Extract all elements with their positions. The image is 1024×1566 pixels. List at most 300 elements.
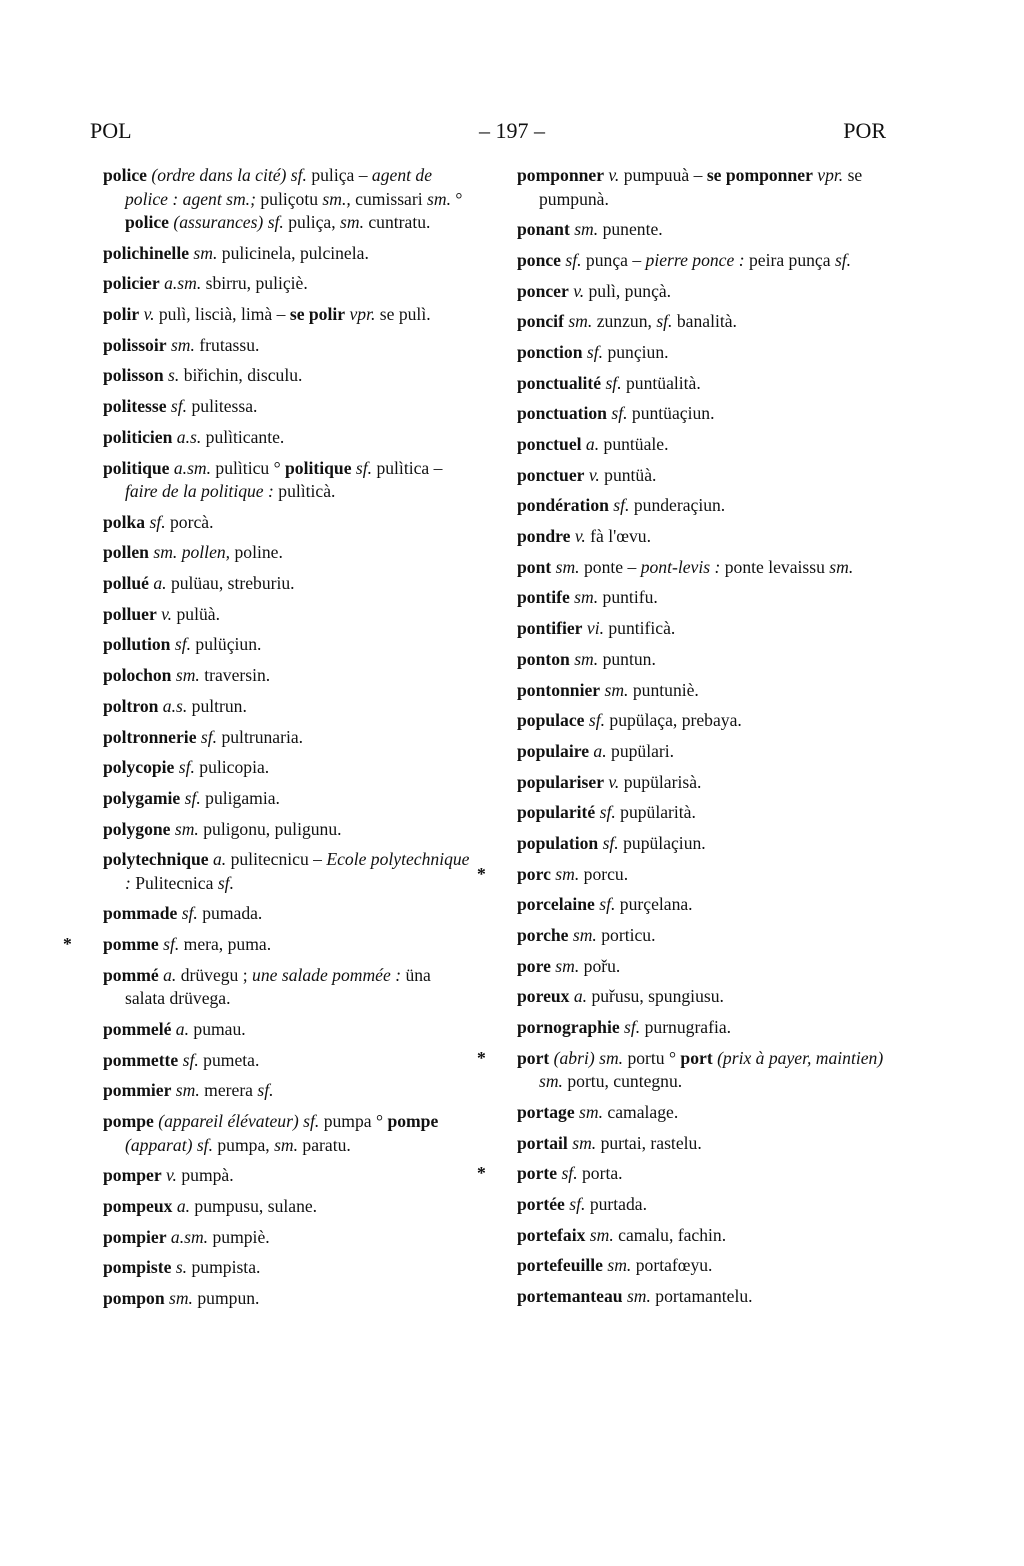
headword: ponctualité — [517, 372, 602, 393]
translation: ponte – — [579, 556, 641, 577]
translation: fà l'œvu. — [585, 526, 651, 547]
translation: purçelana. — [615, 894, 693, 915]
dictionary-entry — [517, 464, 892, 488]
grammar-note: vi. — [582, 618, 604, 639]
dictionary-entry — [103, 457, 475, 504]
dictionary-entry — [517, 955, 892, 979]
dictionary-entry — [103, 1164, 475, 1188]
translation: portu, cuntegnu. — [562, 1071, 683, 1092]
headword: porche — [517, 925, 569, 945]
grammar-note: agent de police : agent sm.; — [125, 165, 433, 209]
dictionary-entry — [517, 1101, 892, 1125]
grammar-note: sm. pollen, — [148, 542, 231, 563]
grammar-note: sf. — [166, 396, 188, 417]
translation: puntificà. — [603, 618, 676, 639]
headword: pondération — [517, 495, 609, 516]
translation: pulìticà. — [273, 481, 336, 501]
dictionary-entry — [103, 303, 475, 327]
headword: porte — [517, 1163, 558, 1184]
grammar-note: sf. — [180, 787, 201, 808]
translation: porticu. — [596, 925, 656, 945]
dictionary-entry — [103, 572, 475, 596]
headword: pompe — [387, 1111, 439, 1132]
translation: porta. — [577, 1163, 623, 1184]
headword: poncif — [517, 311, 564, 332]
headword: politique — [285, 457, 352, 478]
grammar-note: sf. — [564, 1194, 586, 1214]
grammar-note: v. — [570, 526, 586, 547]
headword: porc — [517, 863, 551, 884]
grammar-note: sm. — [171, 1080, 200, 1101]
grammar-note: a. — [172, 1195, 191, 1216]
dictionary-entry — [517, 249, 892, 273]
running-head-left: POL — [90, 118, 132, 143]
headword: pont — [517, 556, 552, 577]
translation: pumpista. — [187, 1257, 261, 1278]
translation: peira punça — [744, 249, 835, 270]
translation: pulìtica – — [372, 457, 443, 478]
translation: üna salata drüvega. — [125, 964, 431, 1009]
dictionary-entry — [517, 280, 892, 304]
grammar-note: v. — [139, 304, 155, 325]
grammar-note: sf. — [656, 311, 673, 332]
translation: Pulitecnica — [130, 872, 218, 893]
headword: poltronnerie — [103, 726, 197, 747]
translation: pulìticu ° — [211, 457, 286, 478]
translation: puligonu, puligunu. — [198, 818, 342, 839]
translation: puliça – — [306, 165, 372, 185]
grammar-note: pont-levis : — [640, 556, 721, 577]
headword: pommier — [103, 1080, 172, 1101]
grammar-note: sf. — [834, 249, 852, 270]
translation: puligamia. — [200, 787, 280, 808]
translation: puliça, — [283, 212, 341, 232]
grammar-note: a. — [171, 1019, 189, 1039]
dictionary-entry — [477, 1162, 892, 1186]
translation: puliçotu — [255, 188, 323, 209]
translation: purnugrafia. — [640, 1017, 732, 1038]
grammar-note: sm. — [171, 665, 200, 686]
headword: pompe — [103, 1111, 154, 1132]
translation: puntun. — [598, 648, 656, 669]
dictionary-entry — [477, 863, 892, 887]
grammar-note: vpr. — [345, 304, 376, 325]
translation: punderaçiun. — [629, 495, 726, 516]
grammar-note: a.s. — [158, 695, 188, 716]
dictionary-entry — [517, 433, 892, 457]
translation: puntüalità. — [621, 372, 701, 393]
headword: polygone — [103, 818, 171, 839]
headword: populace — [517, 710, 585, 731]
headword: ponce — [517, 249, 561, 270]
dictionary-entry — [63, 933, 475, 957]
grammar-note: v. — [604, 771, 620, 792]
grammar-note: a. — [569, 986, 588, 1007]
translation: puntifu. — [598, 587, 658, 608]
translation: pulicopia. — [194, 757, 270, 778]
dictionary-entry — [103, 272, 475, 296]
headword: polochon — [103, 665, 172, 686]
dictionary-entry — [517, 985, 892, 1009]
headword: ponction — [517, 341, 583, 362]
translation: pulüau, streburiu. — [166, 573, 295, 594]
translation: pulitessa. — [187, 396, 258, 417]
headword: pondre — [517, 526, 571, 547]
grammar-note: sf. — [601, 372, 622, 393]
dictionary-entry — [103, 695, 475, 719]
grammar-note: sf. — [584, 710, 606, 731]
grammar-note: v. — [156, 603, 173, 624]
dictionary-entry — [517, 525, 892, 549]
headword: populariser — [517, 771, 604, 792]
translation: pupülaçiun. — [618, 832, 706, 853]
translation: pořu. — [579, 955, 621, 976]
translation: se pumpunà. — [539, 165, 863, 209]
translation: punçiun. — [603, 341, 669, 362]
dictionary-entry — [103, 364, 475, 388]
headword: port — [680, 1047, 713, 1068]
grammar-note: sm. — [602, 1255, 632, 1276]
translation: puntüà. — [599, 464, 657, 485]
translation: punça – — [581, 249, 646, 270]
headword: se pomponner — [706, 165, 813, 185]
translation: puntuniè. — [628, 679, 699, 700]
translation: pumpuuà – — [619, 165, 707, 185]
translation: mera, puma. — [179, 934, 272, 955]
grammar-note: sf. — [594, 894, 616, 915]
dictionary-entry — [517, 218, 892, 242]
dictionary-entry — [517, 709, 892, 733]
grammar-note: sm. — [600, 679, 629, 700]
grammar-note: sm. — [585, 1224, 614, 1245]
translation: banalità. — [672, 311, 737, 332]
headword: ponctuer — [517, 464, 585, 485]
translation: portu ° — [623, 1047, 681, 1068]
grammar-note: (assurances) sf. — [168, 212, 284, 232]
headword: ponton — [517, 648, 570, 669]
grammar-note: sf. — [257, 1080, 274, 1101]
translation: pulüà. — [172, 603, 220, 624]
left-column — [63, 164, 475, 1318]
grammar-note: sf. — [560, 249, 582, 270]
dictionary-entry — [517, 310, 892, 334]
headword: pomper — [103, 1165, 162, 1186]
headword: pompier — [103, 1226, 167, 1247]
headword: politesse — [103, 396, 167, 417]
translation: paratu. — [298, 1134, 351, 1155]
dictionary-entry — [103, 726, 475, 750]
headword: polygamie — [103, 787, 181, 808]
dictionary-entry — [517, 1285, 892, 1309]
headword: polluer — [103, 603, 157, 624]
grammar-note: faire de la politique : — [125, 481, 274, 501]
dictionary-entry — [103, 1226, 475, 1250]
grammar-note: sf. — [178, 1049, 199, 1070]
grammar-note: sf. — [608, 495, 630, 516]
translation: drüvegu ; — [176, 964, 253, 985]
grammar-note: sf. — [582, 341, 604, 362]
translation: puntüale. — [599, 434, 669, 454]
translation: pumada. — [197, 903, 263, 924]
grammar-note: sf. — [619, 1017, 641, 1038]
headword: portée — [517, 1194, 565, 1214]
headword: pommé — [103, 964, 159, 985]
headword: poltron — [103, 695, 159, 716]
translation: pulì, punçà. — [584, 280, 672, 301]
dictionary-entry — [517, 648, 892, 672]
grammar-note: (prix à payer, maintien) sm. — [539, 1047, 884, 1092]
grammar-note: sm., — [322, 188, 351, 209]
dictionary-entry — [103, 848, 475, 895]
headword: pore — [517, 955, 551, 976]
grammar-note: sf. — [177, 903, 198, 924]
headword: pommade — [103, 903, 178, 924]
headword: pompeux — [103, 1195, 173, 1216]
dictionary-entry — [103, 1049, 475, 1073]
translation: poline. — [230, 542, 283, 563]
grammar-note: v. — [604, 165, 620, 185]
dictionary-entry — [103, 633, 475, 657]
dictionary-entry — [477, 1047, 892, 1094]
star-marker-icon: * — [477, 1163, 486, 1184]
grammar-note: sm. — [166, 334, 195, 355]
headword: ponctuation — [517, 403, 607, 424]
headword: ponctuel — [517, 434, 582, 454]
translation: pultrun. — [187, 695, 247, 716]
headword: pomme — [103, 934, 159, 955]
translation: pumpà. — [176, 1165, 234, 1186]
translation: pupülarisà. — [619, 771, 702, 792]
grammar-note: sf. — [606, 403, 628, 424]
translation: pulitecnicu – — [226, 849, 327, 870]
grammar-note: sm. — [622, 1286, 651, 1307]
grammar-note: sf. — [196, 726, 218, 747]
grammar-note: sm. — [569, 587, 599, 608]
dictionary-entry — [517, 402, 892, 426]
grammar-note: a.s. — [172, 426, 202, 447]
star-marker-icon: * — [63, 934, 72, 955]
headword: pollution — [103, 634, 171, 655]
grammar-note: s. — [163, 365, 180, 386]
dictionary-entry — [103, 787, 475, 811]
dictionary-entry — [517, 494, 892, 518]
translation: cumissari — [350, 188, 428, 209]
headword: portefeuille — [517, 1255, 603, 1276]
translation: portafœyu. — [631, 1255, 713, 1276]
grammar-note: vpr. — [812, 165, 844, 185]
grammar-note: sm. — [574, 1101, 604, 1122]
dictionary-entry — [103, 164, 475, 235]
headword: polytechnique — [103, 849, 209, 870]
dictionary-entry — [517, 1224, 892, 1248]
headword: pompon — [103, 1288, 165, 1308]
grammar-note: une salade pommée : — [252, 964, 402, 985]
translation: pumpun. — [192, 1288, 260, 1308]
grammar-note: sf. — [174, 757, 195, 778]
translation: frutassu. — [194, 334, 260, 355]
dictionary-entry — [517, 617, 892, 641]
dictionary-entry — [103, 541, 475, 565]
grammar-note: sm. — [427, 188, 451, 209]
grammar-note: (apparat) sf. — [125, 1134, 213, 1155]
translation: pultrunaria. — [217, 726, 304, 747]
dictionary-entry — [517, 740, 892, 764]
dictionary-entry — [103, 1079, 475, 1103]
star-marker-icon: * — [477, 1047, 486, 1068]
grammar-note: Ecole polytechnique : — [125, 849, 470, 893]
grammar-note: sm. — [567, 1132, 597, 1153]
headword: polichinelle — [103, 242, 190, 263]
headword: portage — [517, 1101, 575, 1122]
translation: pupülarità. — [615, 802, 696, 823]
dictionary-entry — [517, 893, 892, 917]
headword: portemanteau — [517, 1286, 623, 1307]
dictionary-entry — [103, 1287, 475, 1311]
dictionary-entry — [103, 603, 475, 627]
grammar-note: sm. — [340, 212, 364, 232]
grammar-note: sm. — [550, 955, 580, 976]
translation: ponte levaissu — [720, 556, 830, 577]
translation: purtai, rastelu. — [596, 1132, 702, 1153]
dictionary-entry — [103, 242, 475, 266]
headword: popularité — [517, 802, 596, 823]
translation: porcu. — [579, 863, 629, 884]
headword: pontifier — [517, 618, 583, 639]
translation: pulìticante. — [201, 426, 285, 447]
translation: biřichin, disculu. — [179, 365, 303, 386]
headword: portail — [517, 1132, 568, 1153]
dictionary-entry — [103, 902, 475, 926]
dictionary-entry — [517, 372, 892, 396]
grammar-note: (abri) sm. — [549, 1047, 624, 1068]
dictionary-entry — [103, 1195, 475, 1219]
grammar-note: sm. — [568, 925, 597, 945]
grammar-note: sf. — [595, 802, 616, 823]
grammar-note: sm. — [829, 556, 854, 577]
grammar-note: a. — [589, 740, 607, 761]
grammar-note: a. — [208, 849, 227, 870]
dictionary-entry — [103, 334, 475, 358]
translation: pumpiè. — [208, 1226, 270, 1247]
translation: camalage. — [603, 1101, 679, 1122]
grammar-note: sm. — [551, 556, 580, 577]
star-marker-icon: * — [477, 863, 486, 884]
dictionary-entry — [103, 756, 475, 780]
dictionary-entry — [103, 1256, 475, 1280]
headword: pommelé — [103, 1019, 172, 1039]
translation: pumau. — [189, 1019, 246, 1039]
translation: pulicinela, pulcinela. — [217, 242, 369, 263]
headword: polka — [103, 511, 146, 532]
translation: portamantelu. — [650, 1286, 753, 1307]
page-number: – 197 – — [479, 118, 545, 143]
translation: pumpa ° — [319, 1111, 388, 1132]
translation: pupülaça, prebaya. — [605, 710, 742, 731]
headword: ponant — [517, 219, 570, 240]
headword: pollen — [103, 542, 149, 563]
headword: pornographie — [517, 1017, 620, 1038]
headword: police — [103, 165, 147, 185]
grammar-note: pierre ponce : — [645, 249, 745, 270]
dictionary-entry — [103, 1018, 475, 1042]
translation: punente. — [598, 219, 663, 240]
headword: pontonnier — [517, 679, 601, 700]
headword: pomponner — [517, 165, 605, 185]
translation: pulüçiun. — [191, 634, 262, 655]
grammar-note: sf. — [351, 457, 373, 478]
grammar-note: a.sm. — [166, 1226, 209, 1247]
translation: cuntratu. — [363, 212, 431, 232]
grammar-note: (ordre dans la cité) sf. — [146, 165, 307, 185]
dictionary-entry — [103, 664, 475, 688]
headword: pommette — [103, 1049, 179, 1070]
headword: poreux — [517, 986, 570, 1007]
dictionary-entry — [517, 1254, 892, 1278]
dictionary-entry — [517, 1016, 892, 1040]
grammar-note: sf. — [170, 634, 192, 655]
translation: merera — [199, 1080, 258, 1101]
dictionary-entry — [517, 771, 892, 795]
grammar-note: v. — [568, 280, 585, 301]
grammar-note: a. — [158, 964, 177, 985]
dictionary-entry — [517, 341, 892, 365]
grammar-note: sm. — [550, 863, 580, 884]
translation: pumeta. — [198, 1049, 260, 1070]
headword: politique — [103, 457, 170, 478]
headword: polissoir — [103, 334, 167, 355]
grammar-note: sm. — [563, 311, 593, 332]
dictionary-entry — [517, 1132, 892, 1156]
translation: pumpusu, sulane. — [190, 1195, 318, 1216]
headword: se polir — [289, 304, 346, 325]
dictionary-entry — [517, 679, 892, 703]
grammar-note: (appareil élévateur) sf. — [153, 1111, 320, 1132]
grammar-note: v. — [161, 1165, 177, 1186]
headword: policier — [103, 273, 160, 294]
grammar-note: sm. — [569, 219, 599, 240]
translation: sbirru, puliçiè. — [201, 273, 308, 294]
dictionary-entry — [103, 395, 475, 419]
grammar-note: sm. — [164, 1288, 193, 1308]
dictionary-entry — [103, 426, 475, 450]
grammar-note: a.sm. — [169, 457, 212, 478]
dictionary-entry — [517, 1193, 892, 1217]
headword: polisson — [103, 365, 164, 386]
dictionary-entry — [103, 1110, 475, 1157]
translation: traversin. — [199, 665, 271, 686]
translation: se pulì. — [375, 304, 431, 325]
dictionary-entry — [103, 511, 475, 535]
dictionary-entry — [517, 586, 892, 610]
grammar-note: sm. — [274, 1134, 299, 1155]
dictionary-entry — [517, 801, 892, 825]
grammar-note: sf. — [217, 872, 234, 893]
headword: populaire — [517, 740, 590, 761]
grammar-note: a. — [581, 434, 600, 454]
grammar-note: sf. — [557, 1163, 578, 1184]
translation: puntüaçiun. — [627, 403, 715, 424]
running-head-right: POR — [843, 118, 886, 143]
grammar-note: sm. — [189, 242, 218, 263]
translation: ° — [450, 188, 463, 209]
dictionary-entry — [517, 924, 892, 948]
headword: police — [125, 212, 169, 232]
dictionary-entry — [517, 556, 892, 580]
right-column — [477, 164, 892, 1316]
dictionary-entry — [103, 964, 475, 1011]
headword: pompiste — [103, 1257, 172, 1278]
grammar-note: sm. — [170, 818, 199, 839]
